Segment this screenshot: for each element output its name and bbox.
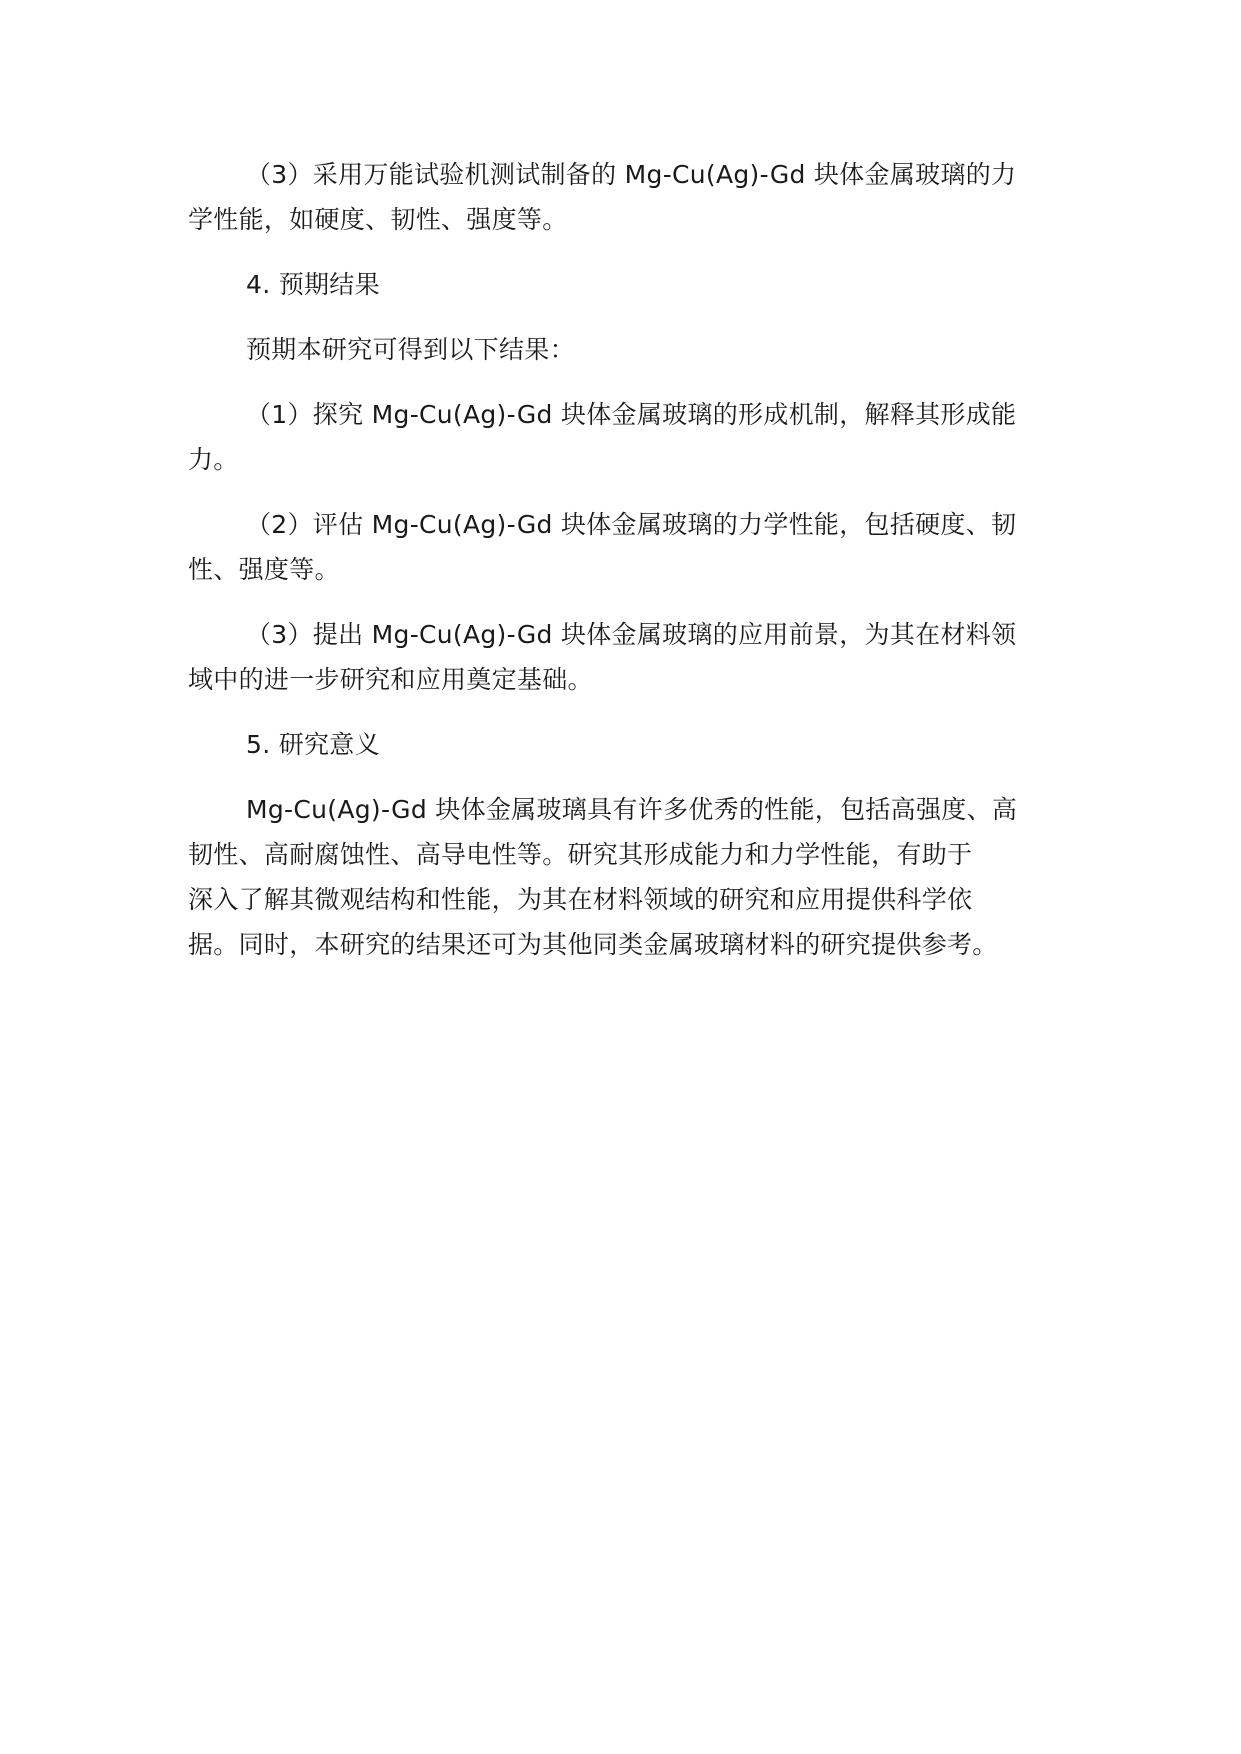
text-line: （1）探究 Mg-Cu(Ag)-Gd 块体金属玻璃的形成机制，解释其形成能 (246, 400, 1017, 429)
text-line: 韧性、高耐腐蚀性、高导电性等。研究其形成能力和力学性能，有助于 (188, 840, 973, 869)
text-line: （3）采用万能试验机测试制备的 Mg-Cu(Ag)-Gd 块体金属玻璃的力 (246, 160, 1017, 189)
text-line: 域中的进一步研究和应用奠定基础。 (188, 665, 593, 694)
text-line: 深入了解其微观结构和性能，为其在材料领域的研究和应用提供科学依 (188, 885, 973, 914)
paragraph-result-3 (188, 612, 1088, 702)
text-line: 力。 (188, 445, 239, 474)
text-line: （3）提出 Mg-Cu(Ag)-Gd 块体金属玻璃的应用前景，为其在材料领 (246, 620, 1017, 649)
document-body (188, 152, 1088, 967)
paragraph-significance (188, 787, 1088, 967)
text-line: 5. 研究意义 (246, 730, 380, 759)
text-line: 据。同时，本研究的结果还可为其他同类金属玻璃材料的研究提供参考。 (188, 930, 998, 959)
paragraph-method-3 (188, 152, 1088, 242)
text-line: 4. 预期结果 (246, 270, 380, 299)
paragraph-result-2 (188, 502, 1088, 592)
text-line: 预期本研究可得到以下结果： (246, 335, 575, 364)
text-line: 学性能，如硬度、韧性、强度等。 (188, 205, 568, 234)
text-line: Mg-Cu(Ag)-Gd 块体金属玻璃具有许多优秀的性能，包括高强度、高 (246, 795, 1018, 824)
text-line: 性、强度等。 (188, 555, 340, 584)
paragraph-result-1 (188, 392, 1088, 482)
section-heading-expected-results (188, 262, 1088, 307)
paragraph-results-intro (188, 327, 1088, 372)
text-line: （2）评估 Mg-Cu(Ag)-Gd 块体金属玻璃的力学性能，包括硬度、韧 (246, 510, 1017, 539)
section-heading-significance (188, 722, 1088, 767)
